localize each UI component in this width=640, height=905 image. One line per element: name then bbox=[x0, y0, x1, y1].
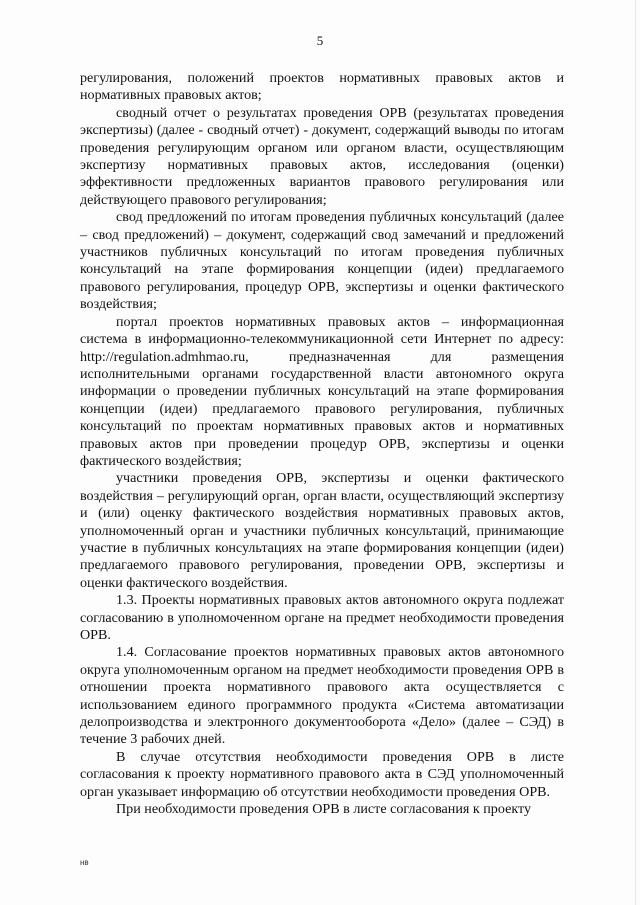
paragraph-definition-portal: портал проектов нормативных правовых актов – информационная система в информационно-телекоммуникационной сети Интернет по адресу: http://regulation.admhmao.ru, предназначенная для размещения исполнительными органами государственной власти автономного округа информации о проведении публичных консультаций на этапе формирования концепции (идеи) предлагаемого правового регулирования, публичных консультаций по проектам нормативных правовых актов и нормативных правовых актов при проведении процедур ОРВ, экспертизы и оценки фактического воздействия; bbox=[80, 313, 564, 469]
paragraph-definition-participants: участники проведения ОРВ, экспертизы и оценки фактического воздействия – регулирующий орган, орган власти, осуществляющий экспертизу и (или) оценку фактического воздействия нормативных правовых актов, уполномоченный орган и участники публичных консультаций, принимающие участие в публичных консультациях на этапе формирования концепции (идеи) предлагаемого правового регулирования, проведении ОРВ, экспертизы и оценки фактического воздействия. bbox=[80, 470, 564, 591]
paragraph-no-orv-needed: В случае отсутствия необходимости проведения ОРВ в листе согласования к проекту нормативного правового акта в СЭД уполномоченный орган указывает информацию об отсутствии необходимости проведения ОРВ. bbox=[80, 748, 564, 800]
document-body bbox=[80, 70, 564, 818]
paragraph-clause-1-3: 1.3. Проекты нормативных правовых актов автономного округа подлежат согласованию в уполномоченном органе на предмет необходимости проведения ОРВ. bbox=[80, 592, 564, 643]
page-edge bbox=[635, 0, 636, 905]
paragraph-clause-1-4: 1.4. Согласование проектов нормативных правовых актов автономного округа уполномоченным органом на предмет необходимости проведения ОРВ в отношении проекта нормативного правового акта осуществляется с использованием единого программного продукта «Система автоматизации делопроизводства и электронного документооборота «Дело» (далее – СЭД) в течение 3 рабочих дней. bbox=[80, 644, 564, 748]
footer-initials: нв bbox=[80, 858, 89, 867]
paragraph-continuation: регулирования, положений проектов нормативных правовых актов и нормативных правовых актов; bbox=[80, 70, 564, 104]
page-number: 5 bbox=[316, 33, 324, 48]
paragraph-orv-needed: При необходимости проведения ОРВ в листе согласования к проекту bbox=[116, 801, 532, 818]
paragraph-definition-summary-report: сводный отчет о результатах проведения ОРВ (результатах проведения экспертизы) (далее - сводный отчет) - документ, содержащий выводы по итогам проведения регулирующим органом или органом власти, осуществляющим экспертизу нормативных правовых актов, исследования (оценки) эффективности предложенных вариантов правового регулирования или действующего правового регулирования; bbox=[80, 104, 564, 208]
paragraph-definition-proposals-summary: свод предложений по итогам проведения публичных консультаций (далее – свод предложений) – документ, содержащий свод замечаний и предложений участников публичных консультаций по итогам проведения публичных консультаций на этапе формирования концепции (идеи) предлагаемого правового регулирования, процедур ОРВ, экспертизы и оценки фактического воздействия; bbox=[80, 209, 564, 313]
